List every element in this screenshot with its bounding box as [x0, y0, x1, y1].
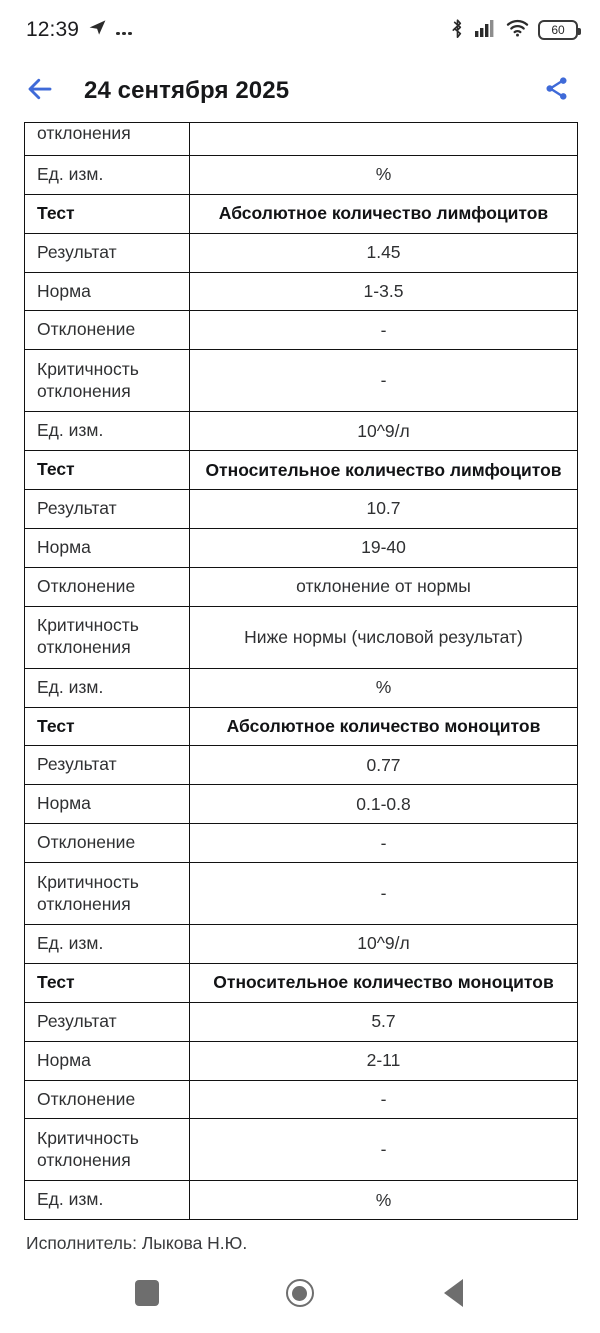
system-navigation-bar [0, 1253, 600, 1333]
bluetooth-icon [449, 18, 466, 43]
row-label: Отклонение [25, 1080, 190, 1119]
table-row [25, 490, 578, 529]
table-row [25, 925, 578, 964]
circle-home-icon [286, 1279, 314, 1307]
table-row-test-header [25, 451, 578, 490]
table-row [25, 1002, 578, 1041]
row-value: - [190, 824, 578, 863]
row-value: - [190, 350, 578, 412]
table-row [25, 567, 578, 606]
share-button[interactable] [536, 71, 576, 111]
row-value: Относительное количество лимфоцитов [190, 451, 578, 490]
row-value: Ниже нормы (числовой результат) [190, 606, 578, 668]
table-row [25, 668, 578, 707]
battery-level-label: 60 [551, 23, 565, 37]
row-value: 5.7 [190, 1002, 578, 1041]
row-label: Норма [25, 272, 190, 311]
row-label: Результат [25, 1002, 190, 1041]
row-label: Результат [25, 490, 190, 529]
row-label: Результат [25, 233, 190, 272]
table-row [25, 272, 578, 311]
table-row [25, 606, 578, 668]
row-label: отклонения [25, 123, 190, 156]
row-label: Критичность отклонения [25, 1119, 190, 1181]
table-row [25, 350, 578, 412]
more-dots-icon [116, 22, 132, 38]
row-value: 2-11 [190, 1041, 578, 1080]
nav-recents-button[interactable] [119, 1265, 175, 1321]
arrow-left-icon [25, 74, 55, 109]
row-value: 10.7 [190, 490, 578, 529]
row-label: Ед. изм. [25, 668, 190, 707]
row-label: Норма [25, 785, 190, 824]
row-value: - [190, 311, 578, 350]
status-bar [0, 0, 600, 60]
row-value: % [190, 1181, 578, 1220]
row-value: - [190, 1080, 578, 1119]
square-recents-icon [135, 1280, 159, 1306]
row-value: 1-3.5 [190, 272, 578, 311]
wifi-icon [506, 18, 529, 42]
row-label: Тест [25, 963, 190, 1002]
row-label: Ед. изм. [25, 1181, 190, 1220]
row-value: 0.77 [190, 746, 578, 785]
row-value [190, 123, 578, 156]
table-row [25, 746, 578, 785]
performer-note: Исполнитель: Лыкова Н.Ю. [26, 1233, 248, 1254]
row-label: Тест [25, 707, 190, 746]
row-label: Тест [25, 451, 190, 490]
telegram-send-icon [88, 18, 107, 42]
row-label: Отклонение [25, 311, 190, 350]
status-bar-left [26, 18, 132, 42]
row-value: - [190, 863, 578, 925]
page-title: 24 сентября 2025 [84, 77, 290, 104]
row-label: Отклонение [25, 567, 190, 606]
row-value: - [190, 1119, 578, 1181]
table-row [25, 1080, 578, 1119]
table-row-partial [25, 123, 578, 156]
lab-results-table-body [25, 123, 578, 1220]
nav-home-button[interactable] [272, 1265, 328, 1321]
row-value: 10^9/л [190, 412, 578, 451]
row-label: Критичность отклонения [25, 350, 190, 412]
row-label: Результат [25, 746, 190, 785]
nav-back-button[interactable] [425, 1265, 481, 1321]
row-label: Норма [25, 528, 190, 567]
table-row-test-header [25, 707, 578, 746]
table-row [25, 233, 578, 272]
table-row [25, 824, 578, 863]
row-value: 0.1-0.8 [190, 785, 578, 824]
row-value: % [190, 155, 578, 194]
cellular-signal-icon [475, 19, 497, 42]
row-label: Ед. изм. [25, 155, 190, 194]
report-document[interactable] [0, 122, 600, 1254]
status-bar-clock: 12:39 [26, 18, 80, 41]
table-row-test-header [25, 194, 578, 233]
table-row [25, 1119, 578, 1181]
triangle-back-icon [444, 1279, 463, 1307]
row-value: % [190, 668, 578, 707]
row-label: Тест [25, 194, 190, 233]
row-value: 19-40 [190, 528, 578, 567]
table-row [25, 412, 578, 451]
row-value: 1.45 [190, 233, 578, 272]
app-bar [0, 60, 600, 122]
back-button[interactable] [18, 69, 62, 113]
row-label: Критичность отклонения [25, 606, 190, 668]
table-row [25, 155, 578, 194]
table-row [25, 785, 578, 824]
share-icon [543, 75, 570, 107]
status-bar-right [449, 18, 578, 43]
row-label: Норма [25, 1041, 190, 1080]
row-value: Относительное количество моноцитов [190, 963, 578, 1002]
row-label: Критичность отклонения [25, 863, 190, 925]
table-row [25, 528, 578, 567]
table-row [25, 1181, 578, 1220]
row-value: 10^9/л [190, 925, 578, 964]
battery-icon [538, 20, 578, 40]
row-label: Ед. изм. [25, 925, 190, 964]
row-value: Абсолютное количество моноцитов [190, 707, 578, 746]
row-value: отклонение от нормы [190, 567, 578, 606]
table-row [25, 1041, 578, 1080]
row-label: Ед. изм. [25, 412, 190, 451]
table-row [25, 311, 578, 350]
lab-results-table [24, 122, 578, 1220]
table-row-test-header [25, 963, 578, 1002]
row-value: Абсолютное количество лимфоцитов [190, 194, 578, 233]
table-row [25, 863, 578, 925]
row-label: Отклонение [25, 824, 190, 863]
